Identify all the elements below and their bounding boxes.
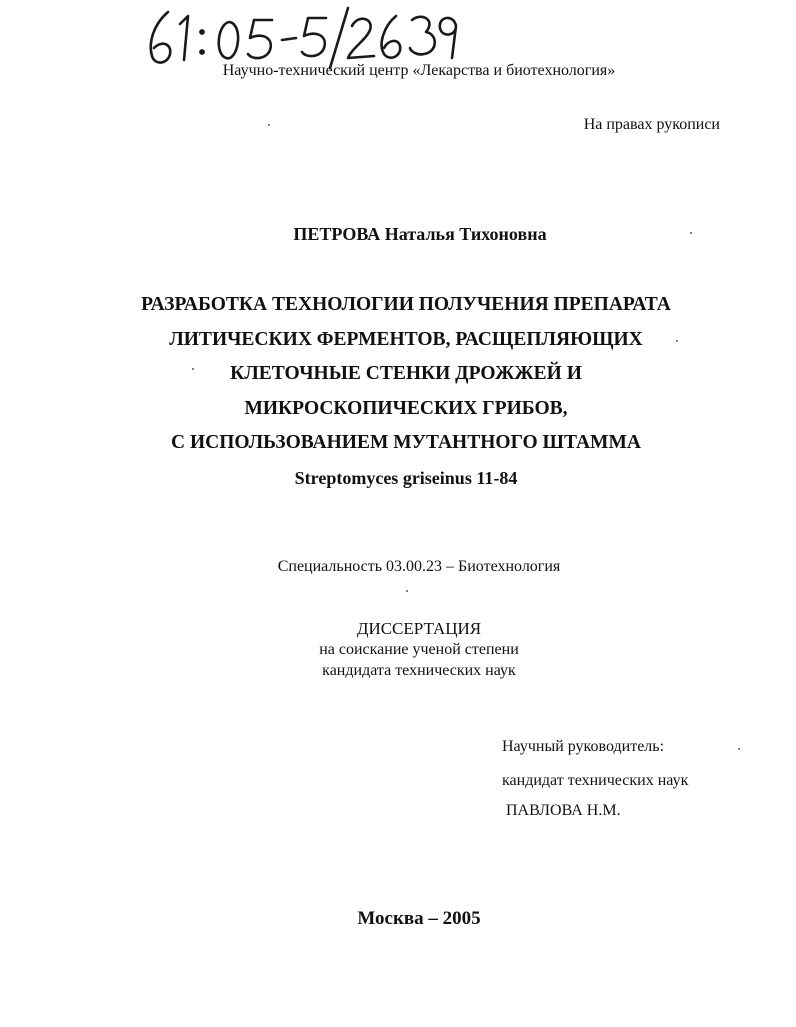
dissertation-title (0, 288, 796, 495)
scan-speck (676, 340, 678, 342)
specialty: Специальность 03.00.23 – Биотехнология (277, 558, 561, 575)
scan-speck (690, 232, 692, 234)
supervisor-name: ПАВЛОВА Н.М. (506, 802, 621, 819)
degree-line: кандидата технических наук (322, 662, 516, 679)
title-line: КЛЕТОЧНЫЕ СТЕНКИ ДРОЖЖЕЙ И (230, 363, 582, 384)
degree-line: на соискание ученой степени (319, 641, 519, 658)
title-strain-line: Streptomyces griseinus 11-84 (294, 467, 518, 488)
scan-speck (738, 748, 740, 750)
supervisor-degree: кандидат технических наук (502, 772, 689, 789)
organization-name: Научно-технический центр «Лекарства и биотехнология» (222, 62, 616, 79)
title-line: РАЗРАБОТКА ТЕХНОЛОГИИ ПОЛУЧЕНИЯ ПРЕПАРАТА (141, 294, 671, 315)
supervisor-label: Научный руководитель: (502, 738, 665, 755)
city-and-year: Москва – 2005 (357, 908, 481, 929)
author-name: ПЕТРОВА Наталья Тихоновна (293, 224, 547, 244)
scan-speck (268, 124, 270, 126)
title-line: МИКРОСКОПИЧЕСКИХ ГРИБОВ, (244, 397, 568, 419)
document-type: ДИССЕРТАЦИЯ (356, 619, 482, 638)
degree-block (0, 618, 796, 681)
scan-speck (192, 368, 194, 370)
scan-speck (406, 590, 408, 592)
manuscript-rights-note: На правах рукописи (583, 116, 720, 133)
title-line: С ИСПОЛЬЗОВАНИЕМ МУТАНТНОГО ШТАММА (171, 432, 641, 453)
title-line: ЛИТИЧЕСКИХ ФЕРМЕНТОВ, РАСЩЕПЛЯЮЩИХ (169, 328, 643, 350)
